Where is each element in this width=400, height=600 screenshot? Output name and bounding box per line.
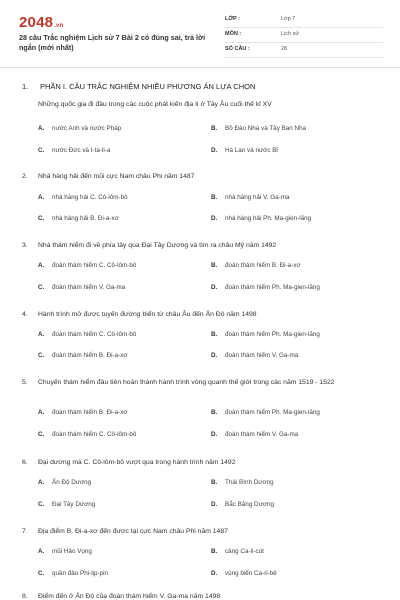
option-letter: D. (211, 147, 218, 154)
option-a[interactable] (38, 262, 136, 269)
option-b[interactable] (211, 262, 301, 269)
option-text: đoàn thám hiểm B. Đi-a-xơ (52, 352, 128, 359)
option-letter: A. (38, 125, 45, 132)
meta-value-grade: Lớp 7 (281, 16, 296, 22)
option-letter: A. (38, 548, 45, 555)
option-letter: C. (38, 147, 45, 154)
question-text: Hành trình mở được tuyến đường biển từ châu Âu đến Ấn Độ năm 1498 (38, 311, 257, 318)
option-text: Thái Bình Dương (225, 479, 274, 486)
option-a[interactable] (38, 409, 128, 416)
option-d[interactable] (211, 147, 278, 154)
option-letter: C. (38, 215, 45, 222)
question-8 (22, 592, 382, 600)
question-number: 6. (22, 459, 28, 466)
meta-row-count (223, 43, 383, 58)
option-letter: B. (211, 548, 218, 555)
page-header (0, 0, 400, 64)
meta-label-grade: LỚP : (225, 16, 240, 22)
option-text: đoàn thám hiểm Ph. Ma-gien-lăng (225, 409, 320, 416)
option-text: Bắc Băng Dương (225, 501, 274, 508)
option-text: Hà Lan và nước Bỉ (225, 147, 278, 154)
option-letter: C. (38, 352, 45, 359)
question-number: 2. (22, 173, 28, 180)
question-text: Đại dương mà C. Cô-lôm-bô vượt qua trong hành trình năm 1492 (38, 459, 236, 466)
option-text: đoàn thám hiểm C. Cô-lôm-bô (52, 331, 137, 338)
meta-row-subject (223, 28, 383, 43)
meta-value-count: 28 (281, 46, 288, 52)
option-letter: A. (38, 409, 45, 416)
page-title: 28 câu Trắc nghiệm Lịch sử 7 Bài 2 có đúng sai, trả lời ngắn (mới nhất) (19, 33, 206, 52)
option-d[interactable] (211, 570, 277, 577)
option-text: đoàn thám hiểm B. Đi-a-xơ (52, 409, 128, 416)
option-letter: A. (38, 479, 45, 486)
question-7 (22, 527, 382, 537)
option-text: nước Đức và I-ta-li-a (52, 147, 111, 154)
option-text: nước Anh và nước Pháp (52, 125, 122, 132)
option-text: đoàn thám hiểm C. Cô-lôm-bô (52, 431, 137, 438)
option-letter: A. (38, 262, 45, 269)
option-d[interactable] (211, 431, 298, 438)
option-letter: C. (38, 284, 45, 291)
option-d[interactable] (211, 284, 320, 291)
option-letter: B. (211, 479, 218, 486)
header-divider (0, 67, 400, 68)
option-a[interactable] (38, 548, 92, 555)
option-b[interactable] (211, 548, 264, 555)
part-heading (22, 82, 255, 91)
site-logo[interactable] (19, 14, 63, 31)
option-letter: C. (38, 570, 45, 577)
option-c[interactable] (38, 501, 95, 508)
part-number: 1. (22, 82, 29, 91)
question-number: 7. (22, 528, 28, 535)
option-b[interactable] (211, 194, 290, 201)
option-letter: A. (38, 331, 45, 338)
meta-label-count: SỐ CÂU : (225, 46, 250, 52)
option-text: cảng Ca-li-cút (225, 548, 264, 555)
option-b[interactable] (211, 479, 274, 486)
option-a[interactable] (38, 125, 121, 132)
option-c[interactable] (38, 570, 108, 577)
option-text: nhà hàng hải Ph. Ma-gien-lăng (225, 215, 312, 222)
option-text: Bồ Đào Nha và Tây Ban Nha (225, 125, 307, 132)
question-5 (22, 378, 382, 388)
question-4 (22, 310, 382, 320)
option-text: đoàn thám hiểm V. Ga-ma (225, 431, 299, 438)
option-text: đoàn thám hiểm V. Ga-ma (225, 352, 299, 359)
question-text: Nhà hàng hải đến mũi cực Nam châu Phi năm 1487 (38, 173, 195, 180)
option-text: mũi Hảo Vọng (52, 548, 92, 555)
option-c[interactable] (38, 352, 128, 359)
option-text: Đại Tây Dương (52, 501, 96, 508)
option-a[interactable] (38, 194, 128, 201)
option-d[interactable] (211, 215, 311, 222)
option-text: đoàn thám hiểm V. Ga-ma (52, 284, 126, 291)
question-text: Nhà thám hiểm đi về phía tây qua Đại Tây Dương và tìm ra châu Mỹ năm 1492 (38, 242, 277, 249)
option-b[interactable] (211, 125, 306, 132)
option-letter: B. (211, 262, 218, 269)
question-text: Điểm đến ở Ấn Độ của đoàn thám hiểm V. Ga-ma năm 1498 (38, 593, 221, 600)
question-number: 8. (22, 593, 28, 600)
question-number: 5. (22, 379, 28, 386)
option-text: nhà hàng hải B. Đi-a-xơ (52, 215, 119, 222)
option-text: đoàn thám hiểm C. Cô-lôm-bô (52, 262, 137, 269)
option-text: vùng biển Ca-ri-bê (225, 570, 277, 577)
option-letter: B. (211, 331, 218, 338)
logo-domain-text: .vn (54, 23, 64, 29)
meta-row-grade (223, 13, 383, 28)
part-title: PHẦN I. CÂU TRẮC NGHIỆM NHIỀU PHƯƠNG ÁN LỰA CHỌN (40, 82, 256, 91)
option-text: Ấn Độ Dương (52, 479, 92, 486)
option-c[interactable] (38, 431, 136, 438)
option-a[interactable] (38, 479, 91, 486)
option-text: quần đảo Phi-lip-pin (52, 570, 109, 577)
question-2 (22, 172, 382, 182)
meta-label-subject: MÔN : (225, 31, 242, 37)
option-letter: D. (211, 431, 218, 438)
option-d[interactable] (211, 352, 298, 359)
option-letter: D. (211, 215, 218, 222)
option-letter: B. (211, 125, 218, 132)
option-letter: B. (211, 409, 218, 416)
option-letter: D. (211, 501, 218, 508)
option-b[interactable] (211, 409, 320, 416)
option-b[interactable] (211, 331, 320, 338)
option-letter: C. (38, 501, 45, 508)
meta-value-subject: Lịch sử (281, 31, 300, 37)
option-letter: D. (211, 284, 218, 291)
question-1-text (22, 100, 382, 110)
question-number: 4. (22, 311, 28, 318)
option-d[interactable] (211, 501, 274, 508)
option-text: nhà hàng hải V. Ga-ma (225, 194, 290, 201)
option-c[interactable] (38, 215, 119, 222)
option-c[interactable] (38, 147, 110, 154)
option-letter: D. (211, 570, 218, 577)
question-6 (22, 458, 382, 468)
option-text: đoàn thám hiểm B. Đi-a-xơ (225, 262, 301, 269)
option-text: đoàn thám hiểm Ph. Ma-gien-lăng (225, 284, 320, 291)
option-c[interactable] (38, 284, 125, 291)
option-letter: A. (38, 194, 45, 201)
option-letter: B. (211, 194, 218, 201)
logo-main-text: 2048 (19, 14, 54, 31)
option-letter: C. (38, 431, 45, 438)
question-text: Chuyến thám hiểm đầu tiên hoàn thành hành trình vòng quanh thế giới trong các năm 1519 - 1522 (38, 379, 335, 386)
option-text: nhà hàng hải C. Cô-lôm-bô (52, 194, 128, 201)
question-number: 3. (22, 242, 28, 249)
question-text: Địa điểm B. Đi-a-xơ đến được tại cực Nam châu Phi năm 1487 (38, 528, 228, 535)
question-text: Những quốc gia đi đầu trong các cuộc phát kiến địa lí ở Tây Âu cuối thế kỉ XV (38, 101, 272, 108)
question-3 (22, 241, 382, 251)
option-a[interactable] (38, 331, 136, 338)
option-letter: D. (211, 352, 218, 359)
option-text: đoàn thám hiểm Ph. Ma-gien-lăng (225, 331, 320, 338)
